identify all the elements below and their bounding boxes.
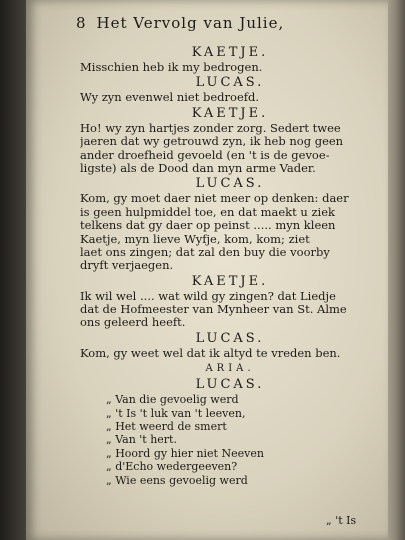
text-line: jaeren dat wy getrouwd zyn, ik heb nog geen — [80, 135, 344, 149]
text-line: Kom, gy weet wel dat ik altyd te vreden ben. — [80, 346, 341, 360]
text-line: Ho! wy zyn hartjes zonder zorg. Sedert twee — [80, 121, 341, 135]
text-line: dat de Hofmeester van Mynheer van St. Alme — [80, 303, 347, 317]
speaker-label: KAETJE. — [191, 45, 269, 60]
verse-line: „ Van 't hert. — [106, 433, 177, 447]
page-number: 8 — [76, 14, 87, 32]
running-header — [76, 14, 376, 38]
text-line: ander droefheid gevoeld (en 't is de gevoe- — [80, 148, 330, 162]
text-line: Misschien heb ik my bedrogen. — [80, 61, 263, 74]
speaker-label: LUCAS. — [195, 377, 265, 393]
verse-line: „ Van die gevoelig werd — [106, 393, 239, 407]
speaker-label: KAETJE. — [191, 105, 269, 121]
text-line: telkens dat gy daer op peinst ..... myn kleen — [80, 219, 336, 233]
speaker-label: LUCAS. — [195, 75, 265, 91]
book-page — [26, 0, 388, 540]
text-line: ons geleerd heeft. — [80, 316, 186, 330]
text-line: Kaetje, myn lieve Wyfje, kom, kom; ziet — [80, 232, 310, 246]
page-text — [80, 44, 380, 487]
verse-line: „ 't Is 't luk van 't leeven, — [106, 406, 246, 420]
text-line: ligste) als de Dood dan myn arme Vader. — [80, 161, 316, 175]
text-line: laet ons zingen; dat zal den buy die voorby — [80, 245, 330, 259]
catchword: „ 't Is — [326, 514, 357, 527]
verse-line: „ Hoord gy hier niet Neeven — [106, 446, 264, 460]
text-line: Ik wil wel .... wat wild gy zingen? dat Liedje — [80, 289, 336, 303]
speaker-label: LUCAS. — [195, 176, 265, 192]
speaker-label: KAETJE. — [191, 273, 269, 289]
text-line: Kom, gy moet daer niet meer op denken: daer — [80, 192, 349, 206]
text-line: is geen hulpmiddel toe, en dat maekt u ziek — [80, 205, 335, 219]
text-line: dryft verjaegen. — [80, 259, 174, 273]
verse-line: „ d'Echo wedergeeven? — [106, 460, 238, 474]
aria-heading: ARIA. — [205, 363, 255, 375]
running-title: Het Vervolg van Julie, — [96, 14, 285, 32]
speaker-label: LUCAS. — [195, 330, 265, 346]
verse-line: „ Wie eens gevoelig werd — [106, 473, 248, 487]
text-line: Wy zyn evenwel niet bedroefd. — [80, 91, 260, 105]
verse-line: „ Het weerd de smert — [106, 420, 227, 434]
